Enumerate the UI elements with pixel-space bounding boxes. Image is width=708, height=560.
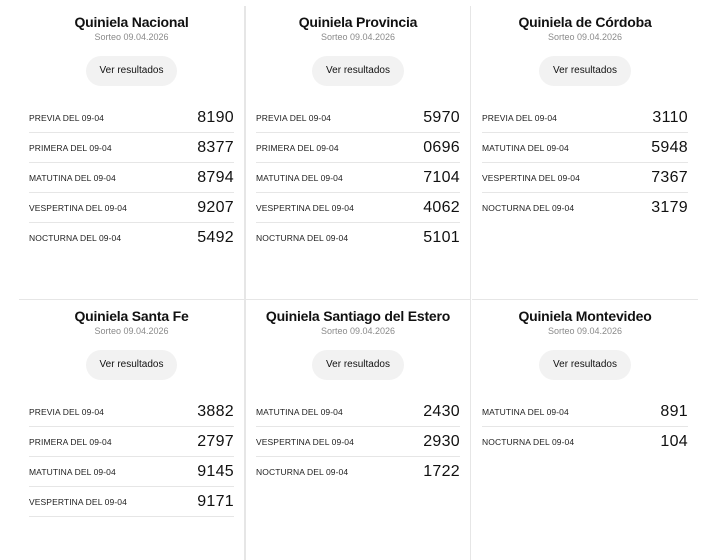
- card-date: Sorteo 09.04.2026: [320, 326, 396, 336]
- result-label: PREVIA DEL 09-04: [482, 112, 557, 123]
- result-row: [256, 397, 460, 427]
- result-row: [482, 163, 688, 193]
- result-number: 7367: [651, 168, 688, 186]
- results-list: [472, 397, 698, 457]
- result-row: [482, 103, 688, 133]
- card-quiniela-montevideo: [472, 300, 698, 560]
- result-number: 9145: [197, 462, 234, 480]
- result-row: [482, 397, 688, 427]
- card-date: Sorteo 09.04.2026: [547, 32, 623, 42]
- result-row: [29, 457, 234, 487]
- card-title: Quiniela Santa Fe: [74, 308, 189, 324]
- results-list: [472, 103, 698, 223]
- card-date: Sorteo 09.04.2026: [547, 326, 623, 336]
- result-row: [256, 457, 460, 487]
- result-label: PREVIA DEL 09-04: [29, 112, 104, 123]
- card-title: Quiniela Santiago del Estero: [265, 308, 451, 324]
- results-list: [19, 103, 244, 253]
- result-row: [29, 427, 234, 457]
- result-label: PREVIA DEL 09-04: [29, 406, 104, 417]
- result-number: 3179: [651, 199, 688, 216]
- result-number: 0696: [423, 138, 460, 156]
- card-title: Quiniela Nacional: [74, 14, 189, 30]
- result-label: PRIMERA DEL 09-04: [29, 142, 112, 153]
- result-number: 5492: [197, 229, 234, 246]
- result-number: 9171: [197, 492, 234, 510]
- result-label: NOCTURNA DEL 09-04: [482, 437, 575, 447]
- quiniela-results-grid: [19, 6, 699, 546]
- result-row: [29, 133, 234, 163]
- result-label: PRIMERA DEL 09-04: [29, 436, 112, 447]
- result-label: MATUTINA DEL 09-04: [29, 466, 116, 477]
- card-quiniela-santa-fe: [19, 300, 245, 560]
- result-number: 104: [660, 433, 688, 450]
- card-quiniela-provincia: [245, 6, 471, 300]
- result-row: [482, 133, 688, 163]
- result-label: VESPERTINA DEL 09-04: [29, 202, 127, 213]
- result-row: [256, 427, 460, 457]
- result-label: VESPERTINA DEL 09-04: [256, 202, 354, 213]
- result-row: [29, 103, 234, 133]
- result-label: NOCTURNA DEL 09-04: [256, 233, 349, 243]
- result-number: 4062: [423, 198, 460, 216]
- result-number: 5101: [423, 229, 460, 246]
- result-number: 9207: [197, 198, 234, 216]
- card-quiniela-cordoba: [472, 6, 698, 300]
- result-label: MATUTINA DEL 09-04: [482, 142, 569, 153]
- result-label: VESPERTINA DEL 09-04: [256, 436, 354, 447]
- result-label: MATUTINA DEL 09-04: [256, 406, 343, 417]
- ver-resultados-button[interactable]: Ver resultados: [539, 56, 631, 86]
- result-row: [256, 103, 460, 133]
- card-quiniela-santiago-del-estero: [245, 300, 471, 560]
- result-row: [256, 163, 460, 193]
- ver-resultados-button[interactable]: Ver resultados: [312, 56, 404, 86]
- result-row: [256, 133, 460, 163]
- card-title: Quiniela Montevideo: [518, 308, 652, 324]
- result-number: 5970: [423, 108, 460, 126]
- card-quiniela-nacional: [19, 6, 245, 300]
- result-number: 2430: [423, 402, 460, 420]
- result-row: [29, 223, 234, 253]
- result-number: 2797: [197, 432, 234, 450]
- result-number: 8190: [197, 108, 234, 126]
- result-number: 8794: [197, 168, 234, 186]
- result-number: 5948: [651, 138, 688, 156]
- result-label: NOCTURNA DEL 09-04: [256, 467, 349, 477]
- result-number: 3882: [197, 402, 234, 420]
- results-list: [246, 103, 470, 253]
- result-number: 1722: [423, 463, 460, 480]
- card-date: Sorteo 09.04.2026: [94, 32, 169, 42]
- result-label: PREVIA DEL 09-04: [256, 112, 331, 123]
- result-label: NOCTURNA DEL 09-04: [29, 233, 122, 243]
- result-row: [29, 397, 234, 427]
- ver-resultados-button[interactable]: Ver resultados: [539, 350, 631, 380]
- result-row: [256, 223, 460, 253]
- result-number: 3110: [652, 108, 688, 126]
- ver-resultados-button[interactable]: Ver resultados: [86, 56, 178, 86]
- result-row: [256, 193, 460, 223]
- result-label: NOCTURNA DEL 09-04: [482, 203, 575, 213]
- result-row: [482, 427, 688, 457]
- result-number: 891: [660, 402, 688, 420]
- card-date: Sorteo 09.04.2026: [94, 326, 169, 336]
- result-label: MATUTINA DEL 09-04: [482, 406, 569, 417]
- result-number: 8377: [197, 138, 234, 156]
- result-label: MATUTINA DEL 09-04: [256, 172, 343, 183]
- card-date: Sorteo 09.04.2026: [320, 32, 396, 42]
- results-list: [246, 397, 470, 487]
- result-row: [29, 193, 234, 223]
- card-title: Quiniela de Córdoba: [518, 14, 652, 30]
- result-label: MATUTINA DEL 09-04: [29, 172, 116, 183]
- result-label: PRIMERA DEL 09-04: [256, 142, 339, 153]
- card-title: Quiniela Provincia: [298, 14, 418, 30]
- result-row: [482, 193, 688, 223]
- result-label: VESPERTINA DEL 09-04: [29, 496, 127, 507]
- result-number: 2930: [423, 432, 460, 450]
- result-number: 7104: [423, 168, 460, 186]
- ver-resultados-button[interactable]: Ver resultados: [312, 350, 404, 380]
- result-row: [29, 163, 234, 193]
- result-label: VESPERTINA DEL 09-04: [482, 172, 580, 183]
- ver-resultados-button[interactable]: Ver resultados: [86, 350, 178, 380]
- results-list: [19, 397, 244, 517]
- result-row: [29, 487, 234, 517]
